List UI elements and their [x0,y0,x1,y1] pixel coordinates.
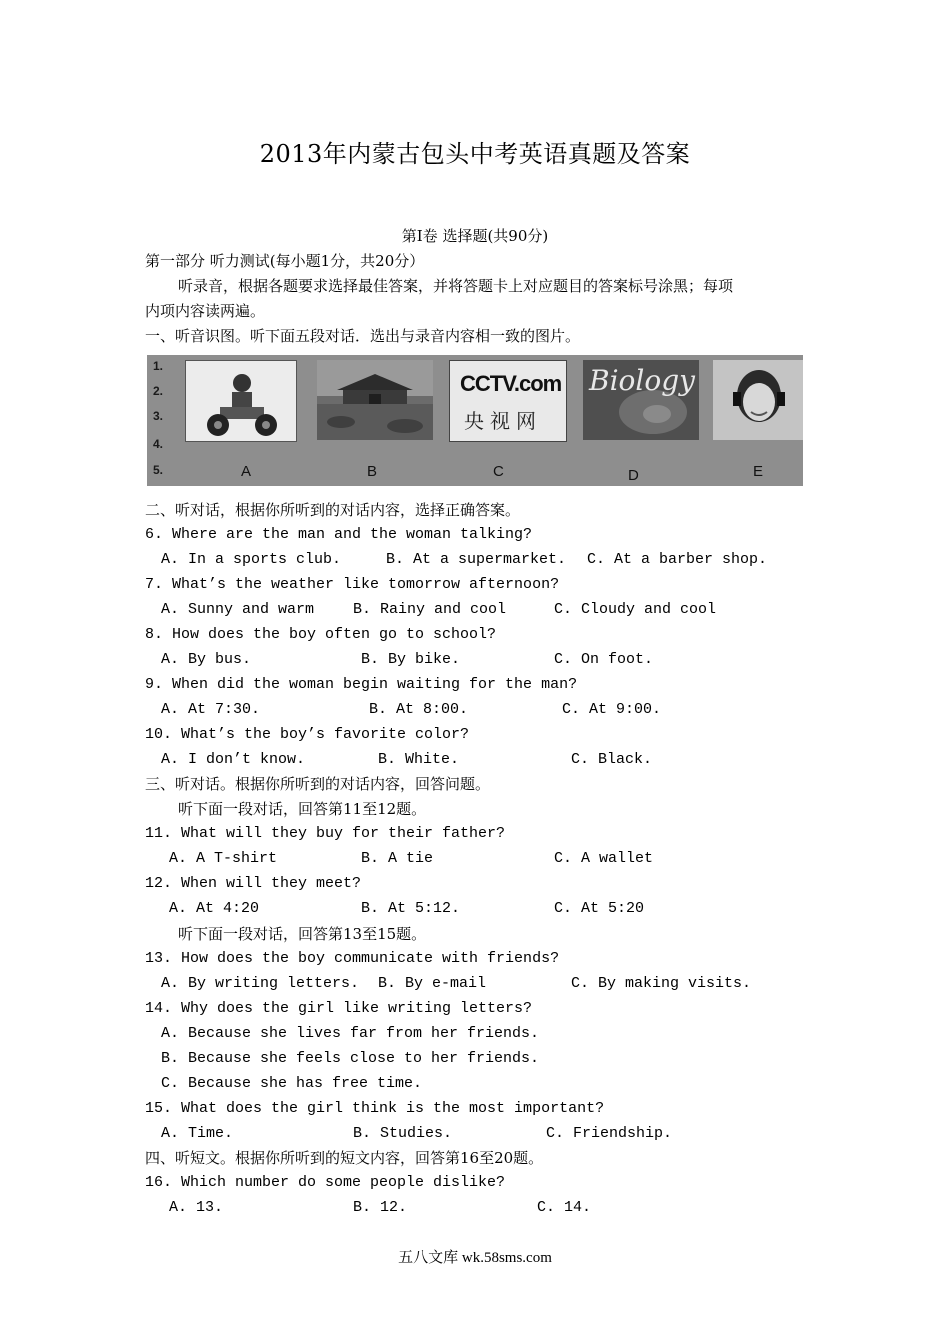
biology-book-title: Biology [589,364,695,397]
question-12-option-c: C. At 5:20 [554,900,645,917]
instructions-line-2: 内项内容读两遍。 [145,302,266,320]
question-9-option-b: B. At 8:00. [369,701,469,718]
question-14: 14. Why does the girl like writing letters? [145,1000,533,1017]
figure-number-3: 3. [153,409,164,423]
question-6-option-b: B. At a supermarket. [386,551,567,568]
question-7: 7. What’s the weather like tomorrow afternoon? [145,576,560,593]
question-6-option-c: C. At a barber shop. [587,551,768,568]
section-3-sub-1: 听下面一段对话，回答第11至12题。 [178,800,427,818]
figure-letter-b: B [367,463,378,480]
section-2-heading: 二、听对话，根据你所听到的对话内容，选择正确答案。 [145,501,521,519]
page-footer: 五八文库 wk.58sms.com [398,1250,552,1266]
picture-a-quad-bike [185,360,297,442]
question-15-option-b: B. Studies. [353,1125,453,1142]
instructions-line-1: 听录音，根据各题要求选择最佳答案，并将答题卡上对应题目的答案标号涂黑；每项 [178,277,734,295]
figure-number-5: 5. [153,463,164,477]
picture-c-cctv-logo [449,360,567,442]
figure-letter-a: A [241,463,252,480]
question-8: 8. How does the boy often go to school? [145,626,497,643]
picture-d-biology-book [583,360,699,440]
question-8-option-b: B. By bike. [361,651,461,668]
volume-heading: 第Ⅰ卷 选择题(共90分) [401,227,549,245]
section-1-heading: 一、听音识图。听下面五段对话．选出与录音内容相一致的图片。 [145,327,581,345]
question-14-option-c: C. Because she has free time. [161,1075,423,1092]
picture-e-girl-headphones [713,360,803,440]
question-10-option-b: B. White. [378,751,460,768]
figure-number-2: 2. [153,384,164,398]
question-13-option-a: A. By writing letters. [161,975,360,992]
question-9-option-c: C. At 9:00. [562,701,662,718]
question-15-option-a: A. Time. [161,1125,234,1142]
question-9: 9. When did the woman begin waiting for the man? [145,676,578,693]
question-10-option-c: C. Black. [571,751,653,768]
question-7-option-b: B. Rainy and cool [353,601,507,618]
question-15-option-c: C. Friendship. [546,1125,673,1142]
figure-letter-c: C [493,463,504,480]
section-4-heading: 四、听短文。根据你所听到的短文内容，回答第16至20题。 [145,1149,544,1167]
question-6: 6. Where are the man and the woman talking? [145,526,533,543]
question-10-option-a: A. I don’t know. [161,751,306,768]
question-8-option-c: C. On foot. [554,651,654,668]
question-11-option-a: A. A T-shirt [169,850,278,867]
question-7-option-c: C. Cloudy and cool [554,601,717,618]
question-13: 13. How does the boy communicate with friends? [145,950,560,967]
question-12: 12. When will they meet? [145,875,362,892]
question-16-option-a: A. 13. [169,1199,224,1216]
cctv-chinese-text: 央视网 [464,409,542,433]
question-14-option-a: A. Because she lives far from her friends. [161,1025,540,1042]
section-3-heading: 三、听对话。根据你所听到的对话内容，回答问题。 [145,775,491,793]
question-16: 16. Which number do some people dislike? [145,1174,506,1191]
picture-b-tiananmen [317,360,433,440]
question-13-option-c: C. By making visits. [571,975,752,992]
question-11-option-c: C. A wallet [554,850,654,867]
figure-number-1: 1. [153,359,164,373]
listening-pictures-figure [147,355,803,486]
cctv-logo-text: CCTV.com [460,371,562,396]
document-title: 2013年内蒙古包头中考英语真题及答案 [259,140,691,168]
question-11-option-b: B. A tie [361,850,434,867]
question-8-option-a: A. By bus. [161,651,252,668]
question-16-option-b: B. 12. [353,1199,408,1216]
question-15: 15. What does the girl think is the most important? [145,1100,605,1117]
figure-letter-d: D [628,467,639,484]
figure-number-4: 4. [153,437,164,451]
question-6-option-a: A. In a sports club. [161,551,342,568]
question-7-option-a: A. Sunny and warm [161,601,315,618]
question-14-option-b: B. Because she feels close to her friends. [161,1050,540,1067]
question-10: 10. What’s the boy’s favorite color? [145,726,470,743]
question-13-option-b: B. By e-mail [378,975,487,992]
question-11: 11. What will they buy for their father? [145,825,506,842]
question-16-option-c: C. 14. [537,1199,592,1216]
part1-heading: 第一部分 听力测试(每小题1分，共20分） [145,252,425,270]
question-12-option-b: B. At 5:12. [361,900,461,917]
question-9-option-a: A. At 7:30. [161,701,261,718]
section-3-sub-2: 听下面一段对话，回答第13至15题。 [178,925,427,943]
question-12-option-a: A. At 4:20 [169,900,260,917]
figure-letter-e: E [753,463,764,480]
